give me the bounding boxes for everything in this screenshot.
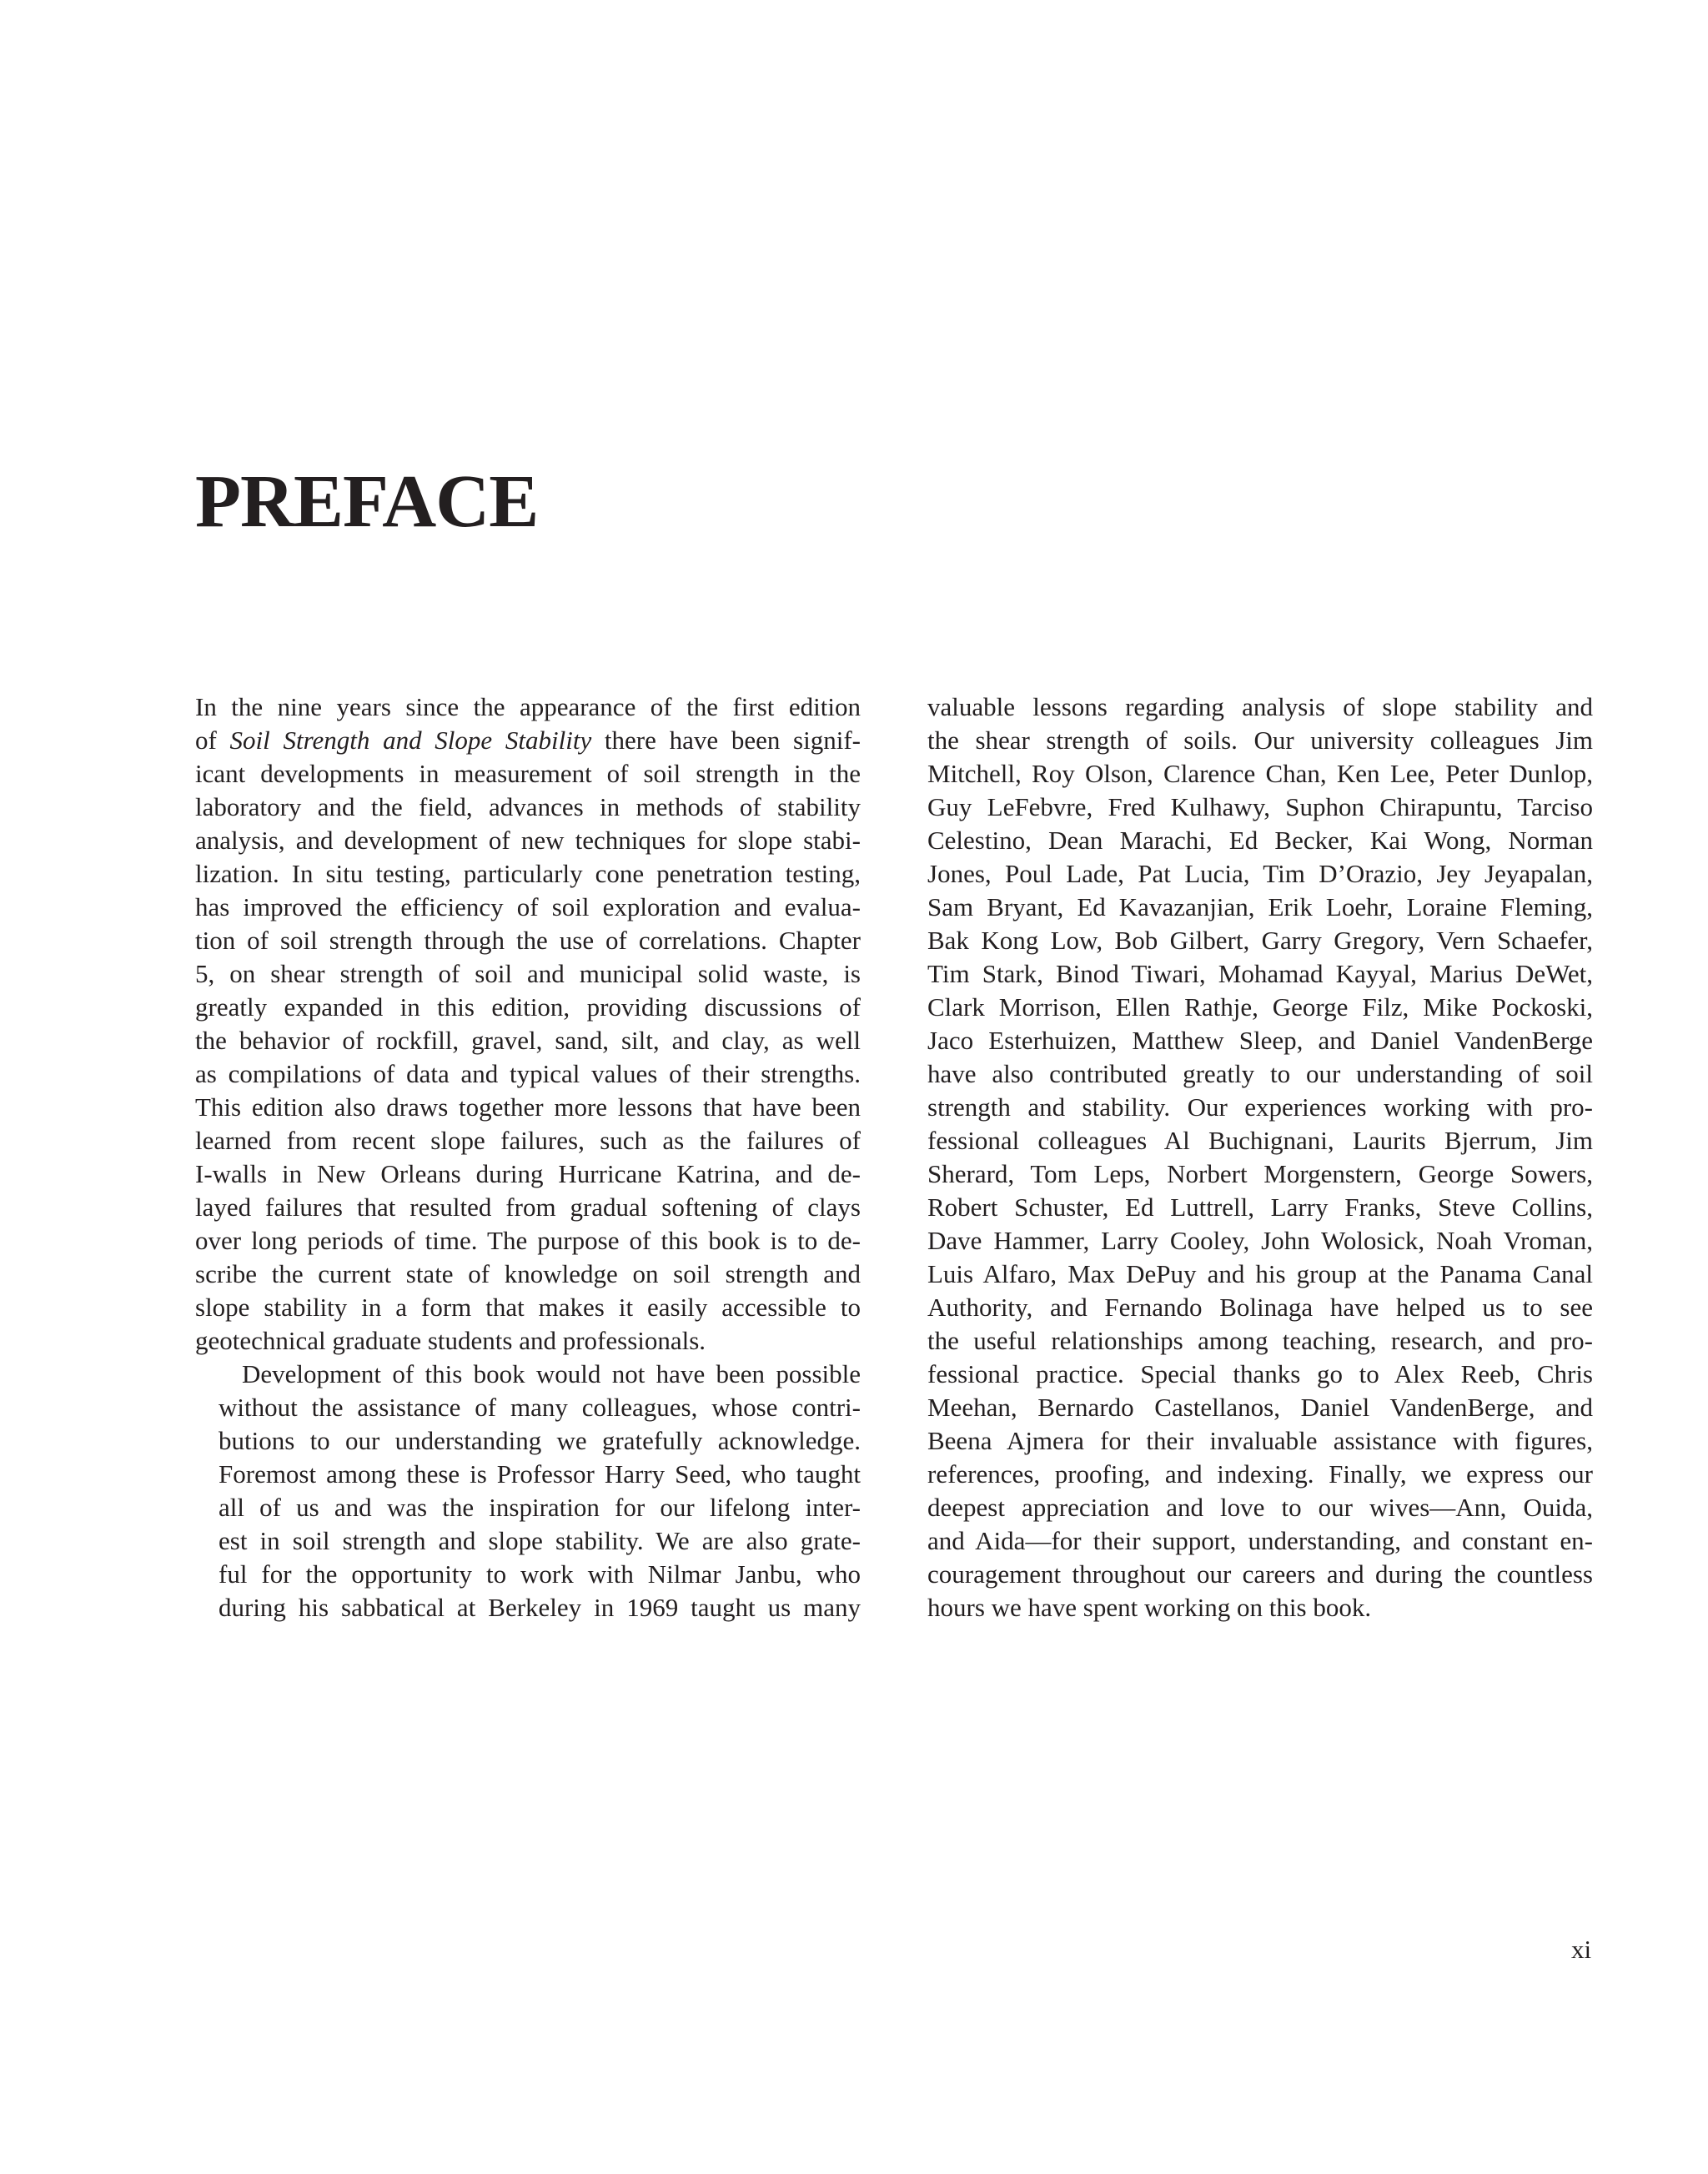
book-title: Soil Strength and Slope Stability	[229, 726, 592, 755]
text-line: Celestino, Dean Marachi, Ed Becker, Kai Wong, Norman	[927, 826, 1593, 855]
page-heading: PREFACE	[195, 460, 539, 543]
text-line: Meehan, Bernardo Castellanos, Daniel VandenBerge, and	[927, 1393, 1593, 1422]
text-line: In the nine years since the appearance of the first edition	[195, 692, 861, 721]
left-column	[195, 690, 861, 1624]
text-line: I-walls in New Orleans during Hurricane Katrina, and de-	[195, 1159, 861, 1188]
text-line: couragement throughout our careers and during the countless	[927, 1559, 1593, 1589]
text-line: lization. In situ testing, particularly cone penetration testing,	[195, 859, 861, 888]
text-line: tion of soil strength through the use of correlations. Chapter	[195, 926, 861, 955]
text-line: Robert Schuster, Ed Luttrell, Larry Franks, Steve Collins,	[927, 1192, 1593, 1222]
text-line: Jones, Poul Lade, Pat Lucia, Tim D’Orazio, Jey Jeyapalan,	[927, 859, 1593, 888]
text-line: icant developments in measurement of soil strength in the	[195, 759, 861, 788]
text-line: Bak Kong Low, Bob Gilbert, Garry Gregory, Vern Schaefer,	[927, 926, 1593, 955]
text-line: Tim Stark, Binod Tiwari, Mohamad Kayyal, Marius DeWet,	[927, 959, 1593, 988]
text-line: has improved the efficiency of soil exploration and evalua-	[195, 892, 861, 921]
text-line: slope stability in a form that makes it easily accessible to	[195, 1293, 861, 1322]
text-line: geotechnical graduate students and professionals.	[195, 1326, 706, 1355]
text-line: hours we have spent working on this book.	[927, 1593, 1372, 1622]
text-line: scribe the current state of knowledge on soil strength and	[195, 1259, 861, 1288]
text-line: ful for the opportunity to work with Nilmar Janbu, who	[219, 1559, 861, 1589]
text-line: 5, on shear strength of soil and municipal solid waste, is	[195, 959, 861, 988]
text-line: and Aida—for their support, understanding, and constant en-	[927, 1526, 1593, 1555]
page-number: xi	[1571, 1935, 1592, 1964]
text-line: the behavior of rockfill, gravel, sand, silt, and clay, as well	[195, 1026, 861, 1055]
text-line: over long periods of time. The purpose of this book is to de-	[195, 1226, 861, 1255]
text-line: Authority, and Fernando Bolinaga have helped us to see	[927, 1293, 1593, 1322]
text-line: learned from recent slope failures, such as the failures of	[195, 1126, 861, 1155]
text-line: Beena Ajmera for their invaluable assistance with figures,	[927, 1426, 1593, 1455]
text-line: Guy LeFebvre, Fred Kulhawy, Suphon Chirapuntu, Tarciso	[927, 792, 1593, 821]
text-line: Foremost among these is Professor Harry Seed, who taught	[219, 1459, 861, 1489]
text-line: have also contributed greatly to our understanding of soil	[927, 1059, 1593, 1088]
text-line: without the assistance of many colleagues, whose contri-	[219, 1393, 861, 1422]
paragraph-2-continued	[927, 690, 1593, 1624]
right-column	[927, 690, 1593, 1624]
text-line: Jaco Esterhuizen, Matthew Sleep, and Daniel VandenBerge	[927, 1026, 1593, 1055]
text-line: analysis, and development of new techniques for slope stabi-	[195, 826, 861, 855]
text-line: laboratory and the field, advances in methods of stability	[195, 792, 861, 821]
text-line: layed failures that resulted from gradual softening of clays	[195, 1192, 861, 1222]
text-line: deepest appreciation and love to our wives—Ann, Ouida,	[927, 1493, 1593, 1522]
paragraph-1	[195, 690, 861, 1358]
text-line: Luis Alfaro, Max DePuy and his group at the Panama Canal	[927, 1259, 1593, 1288]
text-line: as compilations of data and typical values of their strengths.	[195, 1059, 861, 1088]
text-line: the shear strength of soils. Our university colleagues Jim	[927, 726, 1593, 755]
text-line: This edition also draws together more lessons that have been	[195, 1092, 861, 1122]
text-line: Development of this book would not have been possible	[242, 1359, 861, 1388]
text-line: Sherard, Tom Leps, Norbert Morgenstern, George Sowers,	[927, 1159, 1593, 1188]
text-line: greatly expanded in this edition, providing discussions of	[195, 992, 861, 1022]
text-line: fessional colleagues Al Buchignani, Laurits Bjerrum, Jim	[927, 1126, 1593, 1155]
text-line: the useful relationships among teaching, research, and pro-	[927, 1326, 1593, 1355]
text-line: all of us and was the inspiration for our lifelong inter-	[219, 1493, 861, 1522]
text-line: Sam Bryant, Ed Kavazanjian, Erik Loehr, Loraine Fleming,	[927, 892, 1593, 921]
text-line: during his sabbatical at Berkeley in 1969 taught us many	[219, 1593, 861, 1622]
text-line: Mitchell, Roy Olson, Clarence Chan, Ken Lee, Peter Dunlop,	[927, 759, 1593, 788]
text-line: butions to our understanding we gratefully acknowledge.	[219, 1426, 861, 1455]
text-line: Dave Hammer, Larry Cooley, John Wolosick, Noah Vroman,	[927, 1226, 1593, 1255]
paragraph-2	[195, 1358, 861, 1624]
text-line: Clark Morrison, Ellen Rathje, George Filz, Mike Pockoski,	[927, 992, 1593, 1022]
text-run: there have been signif-	[591, 726, 861, 755]
text-line	[195, 724, 861, 757]
text-line: strength and stability. Our experiences working with pro-	[927, 1092, 1593, 1122]
text-line: fessional practice. Special thanks go to Alex Reeb, Chris	[927, 1359, 1593, 1388]
text-run: of	[195, 726, 230, 755]
text-line: references, proofing, and indexing. Finally, we express our	[927, 1459, 1593, 1489]
text-line: valuable lessons regarding analysis of slope stability and	[927, 692, 1593, 721]
text-line: est in soil strength and slope stability. We are also grate-	[219, 1526, 861, 1555]
